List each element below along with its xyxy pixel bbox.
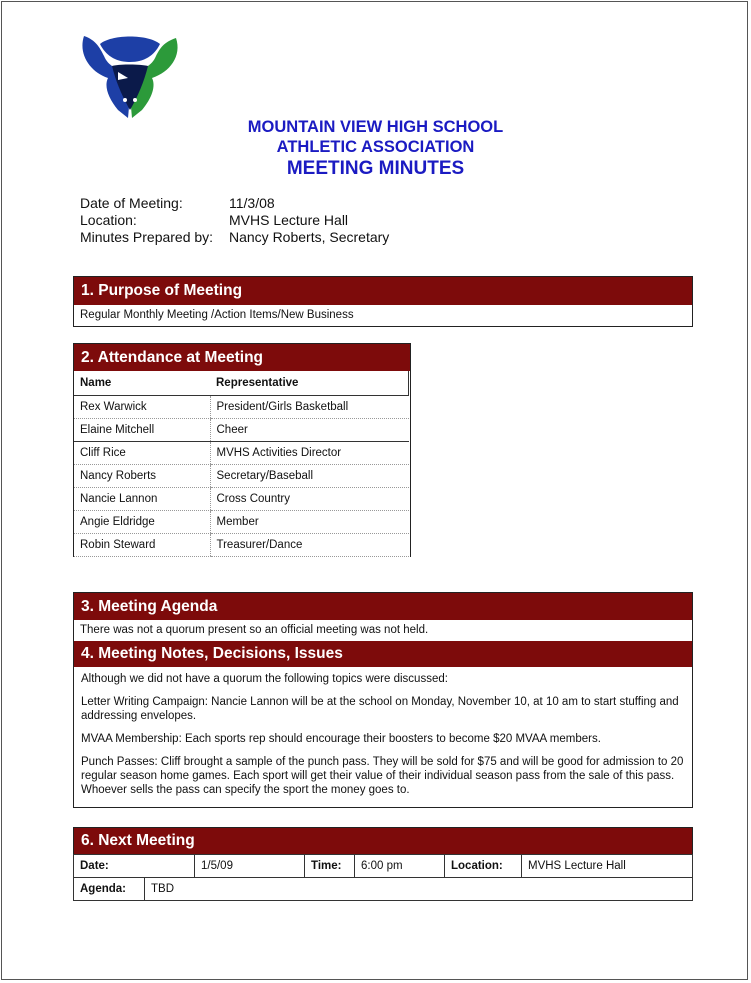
attendee-name: Robin Steward: [74, 534, 210, 557]
attendee-name: Angie Eldridge: [74, 511, 210, 534]
location-value: MVHS Lecture Hall: [522, 855, 693, 878]
time-value: 6:00 pm: [355, 855, 445, 878]
attendance-section: [73, 343, 411, 557]
attendance-row: [74, 396, 409, 419]
document-title: MEETING MINUTES: [286, 158, 465, 179]
notes-title: 4. Meeting Notes, Decisions, Issues: [74, 641, 692, 667]
notes-paragraph: Although we did not have a quorum the following topics were discussed:: [81, 673, 448, 685]
attendee-name: Rex Warwick: [74, 396, 210, 419]
attendee-name: Nancie Lannon: [74, 488, 210, 511]
notes-paragraph: Letter Writing Campaign: Nancie Lannon will be at the school on Monday, November 10, at 10 am to start stuffing and addressing envelopes.: [81, 696, 679, 722]
attendee-rep: Cross Country: [210, 488, 409, 511]
attendee-rep: MVHS Activities Director: [210, 442, 409, 465]
next-meeting-agenda-table: [73, 877, 693, 901]
date-label: Date:: [74, 855, 195, 878]
attendance-row: [74, 442, 409, 465]
next-meeting-title: 6. Next Meeting: [74, 828, 692, 854]
next-meeting-section: [73, 827, 693, 900]
purpose-section: [73, 276, 693, 327]
notes-paragraph: MVAA Membership: Each sports rep should encourage their boosters to become $20 MVAA members.: [81, 733, 601, 745]
info-value: 11/3/08: [229, 195, 275, 211]
col-rep-header: Representative: [210, 371, 409, 396]
agenda-label: Agenda:: [74, 878, 145, 901]
purpose-text: Regular Monthly Meeting /Action Items/New Business: [80, 309, 354, 321]
next-meeting-table: [73, 854, 693, 878]
attendance-row: [74, 534, 409, 557]
info-value: Nancy Roberts, Secretary: [229, 229, 390, 245]
info-label: Minutes Prepared by:: [80, 229, 214, 245]
attendance-table: [74, 371, 409, 557]
next-meeting-row: [74, 855, 693, 878]
attendee-name: Nancy Roberts: [74, 465, 210, 488]
info-value: MVHS Lecture Hall: [229, 212, 349, 228]
attendance-header-row: [74, 371, 409, 396]
agenda-text: There was not a quorum present so an official meeting was not held.: [80, 624, 429, 636]
date-value: 1/5/09: [195, 855, 305, 878]
attendee-rep: Secretary/Baseball: [210, 465, 409, 488]
bull-head-logo: [78, 26, 182, 120]
attendee-name: Cliff Rice: [74, 442, 210, 465]
attendee-rep: Cheer: [210, 419, 409, 442]
col-name-header: Name: [74, 371, 210, 396]
next-meeting-agenda-row: [74, 878, 693, 901]
attendance-title: 2. Attendance at Meeting: [74, 344, 410, 371]
agenda-title: 3. Meeting Agenda: [74, 593, 692, 620]
purpose-title: 1. Purpose of Meeting: [74, 277, 692, 305]
attendance-row: [74, 465, 409, 488]
attendee-name: Elaine Mitchell: [74, 419, 210, 442]
attendee-rep: Member: [210, 511, 409, 534]
agenda-notes-section: [73, 592, 693, 808]
school-name: MOUNTAIN VIEW HIGH SCHOOL: [247, 118, 504, 136]
info-row: [80, 229, 389, 246]
agenda-value: TBD: [145, 878, 693, 901]
time-label: Time:: [305, 855, 355, 878]
info-row: [80, 212, 389, 229]
info-label: Date of Meeting:: [80, 195, 183, 211]
notes-body: [74, 667, 692, 797]
info-row: [80, 195, 389, 212]
attendance-row: [74, 419, 409, 442]
attendee-rep: Treasurer/Dance: [210, 534, 409, 557]
info-label: Location:: [80, 212, 137, 228]
meeting-info: [80, 195, 389, 246]
attendee-rep: President/Girls Basketball: [210, 396, 409, 419]
location-label: Location:: [445, 855, 522, 878]
attendance-row: [74, 511, 409, 534]
notes-paragraph: Punch Passes: Cliff brought a sample of the punch pass. They will be sold for $75 and will be good for admission to 20 regular season home games. Each sport will get their value of their individual season pass from the sale of this pass. Whoever sells the pass can specify the sport the money goes to.: [81, 756, 684, 796]
attendance-row: [74, 488, 409, 511]
association-name: ATHLETIC ASSOCIATION: [276, 138, 475, 156]
